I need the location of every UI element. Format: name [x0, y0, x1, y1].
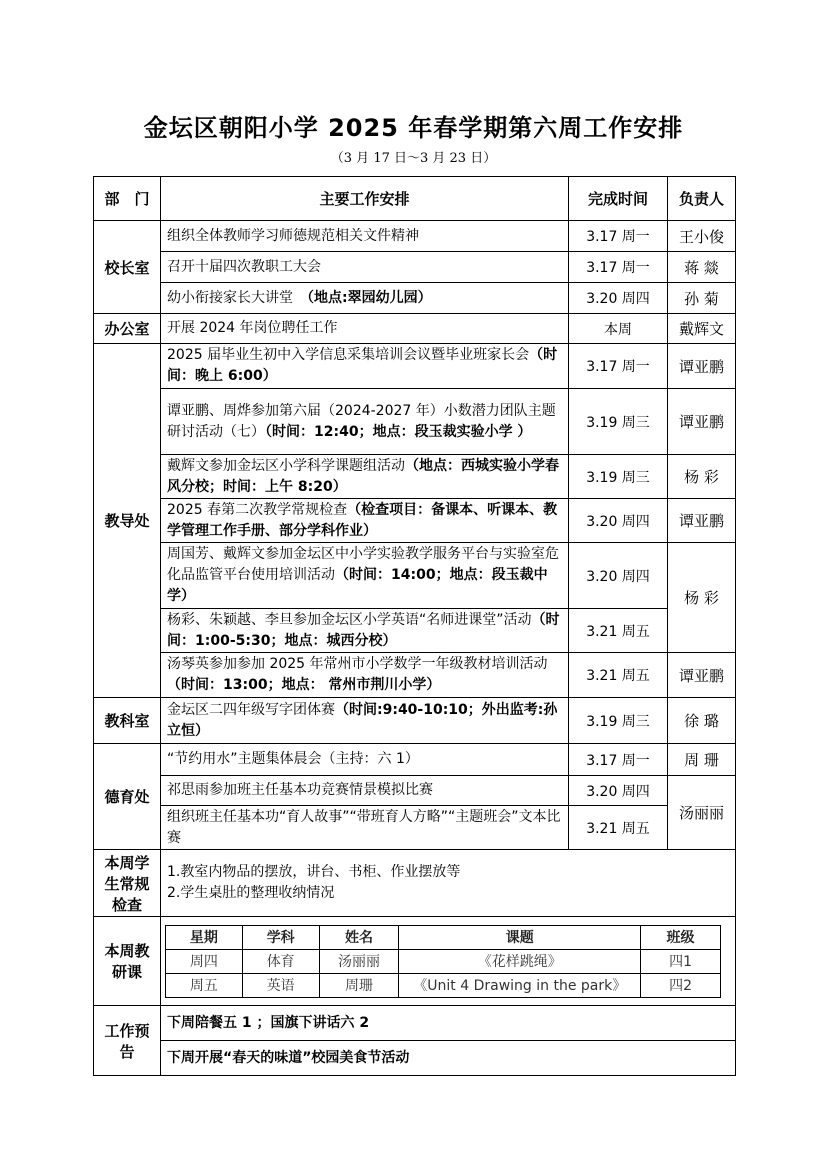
work-item [161, 344, 569, 389]
lessons-header-topic: 课题 [399, 925, 641, 949]
work-detail: （时间：14:00；地点：段玉裁中学） [167, 567, 548, 604]
work-item [161, 543, 569, 609]
lessons-row [166, 949, 721, 973]
time-cell: 3.20 周四 [569, 499, 668, 543]
table-row [94, 806, 736, 850]
work-text: 2025 春第二次教学常规检查 [167, 501, 348, 518]
lesson-topic: 《Unit 4 Drawing in the park》 [399, 973, 641, 997]
table-row [94, 698, 736, 744]
lessons-cell [161, 917, 736, 1006]
time-cell: 3.20 周四 [569, 283, 668, 314]
table-row [94, 283, 736, 314]
dept-lessons: 本周教研课 [94, 917, 161, 1006]
person-cell: 王小俊 [668, 221, 736, 252]
work-item: 组织班主任基本功“育人故事”“带班育人方略”“主题班会”文本比赛 [161, 806, 569, 850]
lessons-header-class: 班级 [641, 925, 721, 949]
header-time: 完成时间 [569, 177, 668, 221]
time-cell: 3.21 周五 [569, 806, 668, 850]
page-title: 金坛区朝阳小学 2025 年春学期第六周工作安排 [143, 114, 684, 142]
table-row [94, 1006, 736, 1041]
header-dept: 部 门 [94, 177, 161, 221]
lessons-table [165, 925, 721, 998]
work-text: 汤琴英参加参加 2025 年常州市小学数学一年级教材培训活动 [167, 656, 548, 672]
time-cell: 3.17 周一 [569, 744, 668, 776]
work-item [161, 499, 569, 543]
person-cell: 汤丽丽 [668, 776, 736, 850]
person-cell: 徐 璐 [668, 698, 736, 744]
table-row [94, 850, 736, 917]
time-cell: 3.20 周四 [569, 543, 668, 609]
work-item: “节约用水”主题集体晨会（主持：六 1） [161, 744, 569, 776]
dept-office: 办公室 [94, 314, 161, 344]
header-person: 负责人 [668, 177, 736, 221]
dept-moral: 德育处 [94, 744, 161, 850]
person-cell: 戴辉文 [668, 314, 736, 344]
work-detail: （检查项目：备课本、听课本、教学管理工作手册、部分学科作业） [167, 501, 558, 539]
work-detail: （时间：12:40；地点：段玉裁实验小学 ） [265, 423, 532, 440]
lesson-teacher: 汤丽丽 [319, 949, 399, 973]
lesson-class: 四2 [641, 973, 721, 997]
lesson-subject: 英语 [242, 973, 319, 997]
work-item: 开展 2024 年岗位聘任工作 [161, 314, 569, 344]
work-text: 幼小衔接家长大讲堂 [167, 289, 293, 306]
inspection-list [161, 850, 736, 917]
list-item: 2.学生桌肚的整理收纳情况 [167, 885, 335, 901]
dept-teaching: 教导处 [94, 344, 161, 698]
person-cell: 蒋 燚 [668, 252, 736, 283]
lesson-subject: 体育 [242, 949, 319, 973]
person-cell: 杨 彩 [668, 455, 736, 499]
lesson-topic: 《花样跳绳》 [399, 949, 641, 973]
dept-inspection: 本周学生常规检查 [94, 850, 161, 917]
time-cell: 3.17 周一 [569, 252, 668, 283]
table-row [94, 221, 736, 252]
lesson-day: 周四 [166, 949, 243, 973]
work-item [161, 609, 569, 653]
person-cell: 谭亚鹏 [668, 499, 736, 543]
work-detail: （时间：13:00；地点： 常州市荆川小学） [167, 677, 441, 693]
table-row [94, 252, 736, 283]
table-row [94, 344, 736, 389]
table-row [94, 1041, 736, 1076]
date-range: （3 月 17 日～3 月 23 日） [330, 151, 497, 166]
preview-item: 下周开展“春天的味道”校园美食节活动 [161, 1041, 736, 1076]
lessons-header-row [166, 925, 721, 949]
time-cell: 3.19 周三 [569, 698, 668, 744]
table-row [94, 389, 736, 455]
header-work: 主要工作安排 [161, 177, 569, 221]
lessons-header-name: 姓名 [319, 925, 399, 949]
work-item [161, 698, 569, 744]
work-item: 祁思雨参加班主任基本功竞赛情景模拟比赛 [161, 776, 569, 806]
person-cell: 周 珊 [668, 744, 736, 776]
lesson-teacher: 周珊 [319, 973, 399, 997]
person-cell: 孙 菊 [668, 283, 736, 314]
work-text: 谭亚鹏、周烨参加第六届（2024-2027 年）小数潜力团队主题研讨活动（七） [167, 402, 556, 440]
table-row [94, 455, 736, 499]
table-row [94, 609, 736, 653]
dept-preview: 工作预告 [94, 1006, 161, 1076]
table-row [94, 499, 736, 543]
person-cell: 谭亚鹏 [668, 344, 736, 389]
work-item: 召开十届四次教职工大会 [161, 252, 569, 283]
table-row [94, 653, 736, 698]
work-detail: （时间:9:40-10:10；外出监考:孙立恒） [167, 701, 558, 739]
person-cell: 杨 彩 [668, 543, 736, 653]
table-row [94, 543, 736, 609]
work-detail: （地点：西城实验小学春风分校；时间：上午 8:20） [167, 457, 559, 495]
table-row [94, 744, 736, 776]
lesson-day: 周五 [166, 973, 243, 997]
work-text: 2025 届毕业生初中入学信息采集培训会议暨毕业班家长会 [167, 347, 530, 363]
person-cell: 谭亚鹏 [668, 389, 736, 455]
table-row [94, 314, 736, 344]
work-item [161, 455, 569, 499]
work-detail: （时间：1:00-5:30；地点：城西分校） [167, 611, 560, 649]
time-cell: 本周 [569, 314, 668, 344]
list-item: 1.教室内物品的摆放，讲台、书柜、作业摆放等 [167, 864, 461, 880]
lessons-header-day: 星期 [166, 925, 243, 949]
lessons-row [166, 973, 721, 997]
lesson-class: 四1 [641, 949, 721, 973]
work-item [161, 283, 569, 314]
time-cell: 3.21 周五 [569, 653, 668, 698]
schedule-table [93, 176, 736, 1076]
work-text: 杨彩、朱颖越、李旦参加金坛区小学英语“名师进课堂”活动 [167, 611, 532, 628]
dept-principal: 校长室 [94, 221, 161, 314]
work-text: 金坛区二四年级写字团体赛 [167, 701, 335, 718]
time-cell: 3.20 周四 [569, 776, 668, 806]
person-cell: 谭亚鹏 [668, 653, 736, 698]
dept-research: 教科室 [94, 698, 161, 744]
work-detail: （地点:翠园幼儿园） [307, 289, 432, 306]
time-cell: 3.19 周三 [569, 389, 668, 455]
time-cell: 3.19 周三 [569, 455, 668, 499]
table-row [94, 776, 736, 806]
preview-item: 下周陪餐五 1 ；国旗下讲话六 2 [161, 1006, 736, 1041]
time-cell: 3.21 周五 [569, 609, 668, 653]
work-text: 戴辉文参加金坛区小学科学课题组活动 [167, 457, 405, 474]
work-detail: （时间：晚上 6:00） [167, 347, 558, 384]
work-item [161, 389, 569, 455]
time-cell: 3.17 周一 [569, 221, 668, 252]
header-row [94, 177, 736, 221]
table-row [94, 917, 736, 1006]
work-item [161, 653, 569, 698]
work-item: 组织全体教师学习师德规范相关文件精神 [161, 221, 569, 252]
time-cell: 3.17 周一 [569, 344, 668, 389]
lessons-header-subject: 学科 [242, 925, 319, 949]
work-text: 周国芳、戴辉文参加金坛区中小学实验教学服务平台与实验室危化品监管平台使用培训活动 [167, 546, 559, 583]
